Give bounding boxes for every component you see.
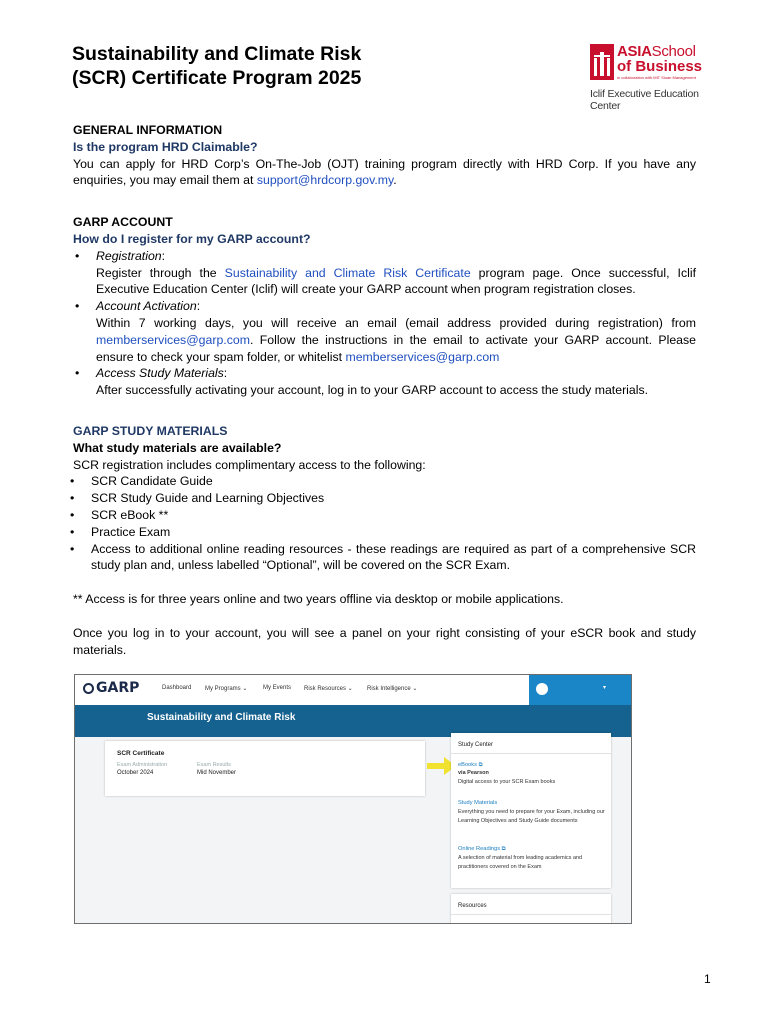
external-link-icon: ⧉ [478, 762, 483, 768]
online-readings-link[interactable]: Online Readings ⧉ [458, 846, 506, 852]
chevron-down-icon[interactable]: ▾ [603, 685, 607, 691]
list-item: • Registration: Register through the Sustainability and Climate Risk Certificate program page. Once successful, Iclif Executive Education Center (Iclif) will create your GARP account when program registration closes. [73, 248, 696, 298]
study-intro: SCR registration includes complimentary access to the following: [73, 457, 426, 472]
logo-center-name: Iclif Executive Education Center [590, 88, 699, 112]
avatar[interactable] [536, 683, 548, 695]
list-item: • SCR Candidate Guide [68, 473, 696, 490]
user-menu[interactable] [529, 675, 631, 705]
list-item: • Account Activation: Within 7 working days, you will receive an email (email address provided during registration) from memberservices@garp.com. Follow the instructions in the email to activate your GARP account. Please ensure to check your spam folder, or whitelist memberservices@garp.com [73, 298, 696, 365]
list-item: • Access to additional online reading resources - these readings are required as part of a comprehensive SCR study plan and, unless labelled “Optional”, will be covered on the SCR Exam. [68, 541, 696, 575]
resources-card [451, 894, 611, 924]
list-item: • SCR Study Guide and Learning Objectives [68, 490, 696, 507]
asia-school-of-business-logo [588, 43, 712, 112]
exam-admin-label: Exam Administration [117, 762, 168, 768]
ebooks-link[interactable]: eBooks ⧉ [458, 762, 483, 768]
hrd-email-link[interactable]: support@hrdcorp.gov.my [256, 173, 394, 188]
via-pearson: via Pearson [458, 770, 489, 776]
general-paragraph: You can apply for HRD Corp’s On-The-Job (OJT) training program directly with HRD Corp. If you have any enquiries, you may email them at support@hrdcorp.gov.my. [73, 156, 696, 188]
garp-ring-icon [83, 683, 94, 694]
garp-account-list [73, 248, 696, 399]
study-center-title: Study Center [458, 742, 494, 748]
page-number: 1 [704, 972, 711, 986]
nav-my-programs[interactable]: My Programs ⌄ [205, 686, 248, 692]
study-materials-link[interactable]: Study Materials [458, 800, 498, 806]
general-heading: GENERAL INFORMATION [73, 123, 223, 137]
garp-navbar [75, 675, 631, 706]
nav-dashboard[interactable]: Dashboard [162, 685, 192, 691]
logo-asia: ASIASchool [617, 43, 696, 60]
exam-admin-value: October 2024 [117, 770, 154, 776]
logo-of-business: of Business [617, 58, 703, 75]
list-item: • SCR eBook ** [68, 507, 696, 524]
list-item: • Access Study Materials: After successfully activating your account, log in to your GARP account to access the study materials. [73, 365, 696, 399]
study-heading: GARP STUDY MATERIALS [73, 423, 228, 438]
program-banner: Sustainability and Climate Risk [75, 705, 631, 737]
general-question: Is the program HRD Claimable? [73, 139, 258, 154]
list-item: • Practice Exam [68, 524, 696, 541]
study-footnote: ** Access is for three years online and two years offline via desktop or mobile applications. [73, 592, 564, 607]
study-center-card [451, 733, 611, 888]
resources-title: Resources [458, 903, 487, 909]
garp-logo: GARP [83, 680, 139, 696]
cert-title: SCR Certificate [117, 750, 165, 757]
memberservices-email-link-2[interactable]: memberservices@garp.com [345, 349, 500, 364]
nav-my-events[interactable]: My Events [263, 685, 292, 691]
logo-collab: in collaboration with MIT Sloan Management [617, 75, 696, 80]
title-line-1: Sustainability and Climate Risk [72, 43, 362, 65]
garp-dashboard-screenshot [74, 674, 632, 924]
external-link-icon: ⧉ [501, 846, 506, 852]
nav-risk-intelligence[interactable]: Risk Intelligence ⌄ [367, 686, 418, 692]
ebooks-desc: Digital access to your SCR Exam books [458, 779, 556, 785]
scr-program-link[interactable]: Sustainability and Climate Risk Certificate [224, 265, 471, 280]
study-question: What study materials are available? [73, 440, 282, 455]
garp-account-question: How do I register for my GARP account? [73, 231, 311, 246]
nav-risk-resources[interactable]: Risk Resources ⌄ [304, 686, 353, 692]
page-title [72, 42, 361, 90]
study-list [68, 473, 696, 574]
title-line-2: (SCR) Certificate Program 2025 [72, 67, 362, 89]
certificate-card [105, 741, 425, 796]
panel-note: Once you log in to your account, you will see a panel on your right consisting of your eSCR book and study materials. [73, 625, 696, 657]
garp-account-heading: GARP ACCOUNT [73, 215, 173, 230]
memberservices-email-link[interactable]: memberservices@garp.com [96, 332, 250, 347]
online-readings-desc: A selection of material from leading academics and practitioners covered on the Exam [458, 855, 583, 870]
exam-results-value: Mid November [197, 770, 237, 776]
exam-results-label: Exam Results [197, 762, 231, 768]
logo-emblem-icon [590, 44, 614, 80]
study-materials-desc: Everything you need to prepare for your Exam, including our Learning Objectives and Study Guide documents [458, 809, 605, 824]
document-body [73, 122, 696, 659]
